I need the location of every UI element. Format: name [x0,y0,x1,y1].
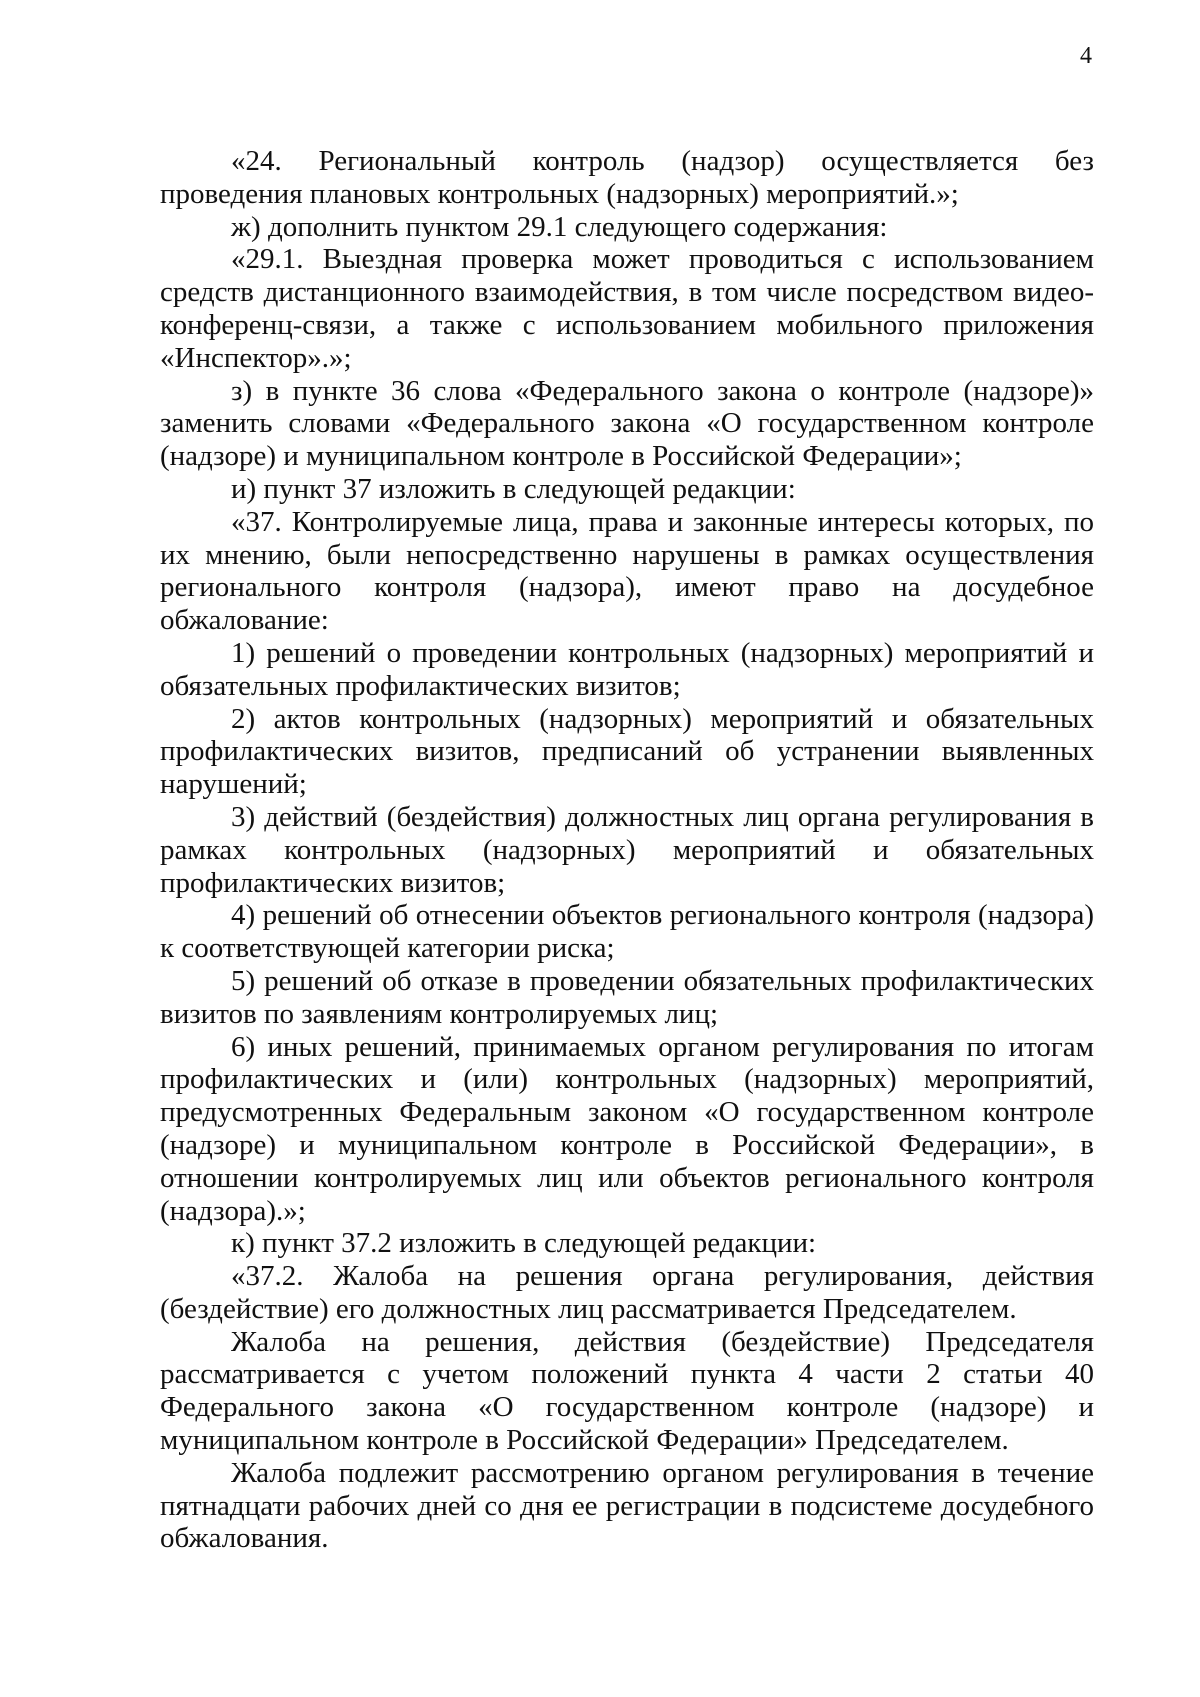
paragraph-subitem-zh: ж) дополнить пунктом 29.1 следующего содержания: [231,210,888,243]
list-item-6: 6) иных решений, принимаемых органом регулирования по итогам профилактических и (или) контрольных (надзорных) мероприятий, предусмотренных Федеральным законом «О государственном контроле (надзоре) и муниципальном контроле в Российской Федерации», в отношении контролируемых лиц или объектов регионального контроля (надзора).»; [160,1030,1094,1227]
paragraph-item-29-1: «29.1. Выездная проверка может проводиться с использованием средств дистанционного взаимодействия, в том числе посредством видео-конференц-связи, а также с использованием мобильного приложения «Инспектор».»; [160,243,1094,374]
list-item-2: 2) актов контрольных (надзорных) мероприятий и обязательных профилактических визитов, предписаний об устранении выявленных нарушений; [160,702,1094,801]
list-item-4: 4) решений об отнесении объектов регионального контроля (надзора) к соответствующей категории риска; [160,899,1094,965]
paragraph-subitem-k: к) пункт 37.2 изложить в следующей редакции: [231,1227,817,1260]
paragraph-item-37-2: «37.2. Жалоба на решения органа регулирования, действия (бездействие) его должностных лиц рассматривается Председателем. [160,1260,1094,1325]
list-item-5: 5) решений об отказе в проведении обязательных профилактических визитов по заявлениям контролируемых лиц; [160,964,1094,1030]
paragraph-subitem-i: и) пункт 37 изложить в следующей редакции: [231,472,796,505]
paragraph-complaint-term: Жалоба подлежит рассмотрению органом регулирования в течение пятнадцати рабочих дней со дня ее регистрации в подсистеме досудебного обжалования. [160,1456,1094,1555]
page-number: 4 [1080,43,1092,69]
document-body [160,145,1094,1555]
paragraph-item-37: «37. Контролируемые лица, права и законные интересы которых, по их мнению, были непосредственно нарушены в рамках осуществления регионального контроля (надзора), имеют право на досудебное обжалование: [160,505,1094,637]
list-item-1: 1) решений о проведении контрольных (надзорных) мероприятий и обязательных профилактических визитов; [160,636,1094,702]
paragraph-complaint-chairman: Жалоба на решения, действия (бездействие) Председателя рассматривается с учетом положений пункта 4 части 2 статьи 40 Федерального закона «О государственном контроле (надзоре) и муниципальном контроле в Российской Федерации» Председателем. [160,1325,1094,1457]
list-item-3: 3) действий (бездействия) должностных лиц органа регулирования в рамках контрольных (надзорных) мероприятий и обязательных профилактических визитов; [160,800,1094,899]
paragraph-subitem-z: з) в пункте 36 слова «Федерального закона о контроле (надзоре)» заменить словами «Федерального закона «О государственном контроле (надзоре) и муниципальном контроле в Российской Федерации»; [160,374,1094,473]
paragraph-item-24: «24. Региональный контроль (надзор) осуществляется без проведения плановых контрольных (надзорных) мероприятий.»; [160,145,1094,210]
